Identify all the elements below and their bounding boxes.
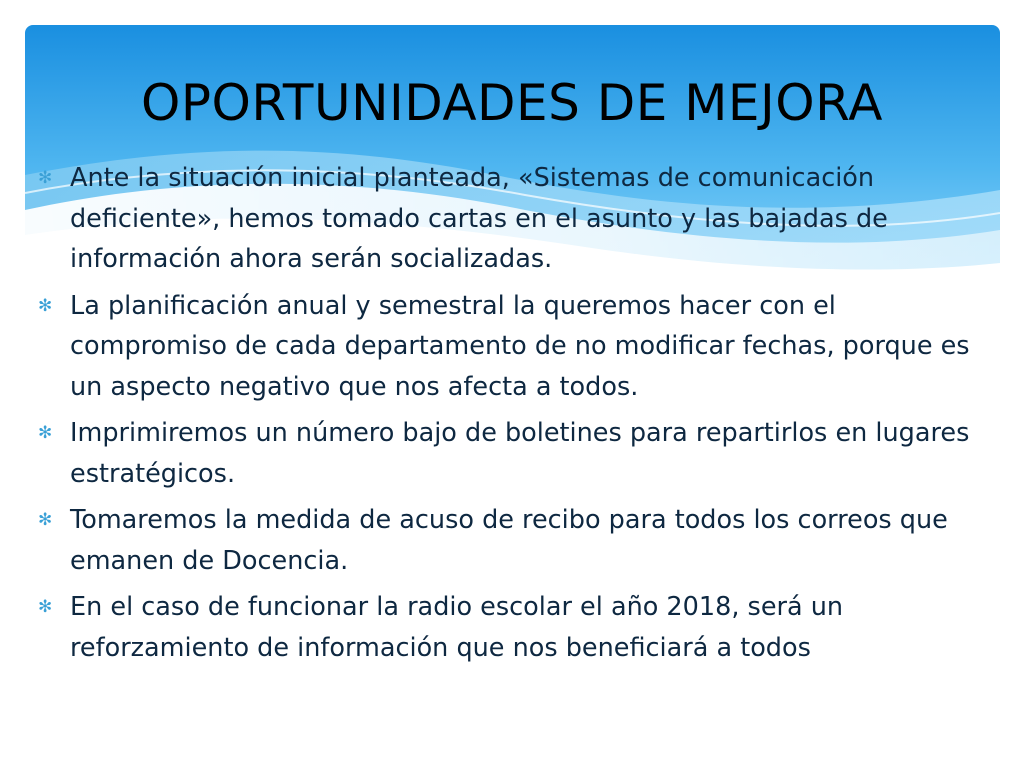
bullet-text: En el caso de funcionar la radio escolar el año 2018, será un reforzamiento de información que nos beneficiará a todos — [70, 592, 844, 663]
bullet-text: Ante la situación inicial planteada, «Sistemas de comunicación deficiente», hemos tomado cartas en el asunto y las bajadas de información ahora serán socializadas. — [70, 163, 888, 274]
asterisk-bullet-icon: ✻ — [38, 168, 53, 188]
asterisk-bullet-icon: ✻ — [38, 423, 53, 443]
bullet-item — [38, 500, 988, 581]
asterisk-bullet-icon: ✻ — [38, 597, 53, 617]
bullet-item — [38, 286, 988, 408]
bullet-item — [38, 158, 988, 280]
bullet-item — [38, 587, 988, 668]
asterisk-bullet-icon: ✻ — [38, 295, 53, 316]
bullet-list — [38, 158, 988, 674]
slide-title: OPORTUNIDADES DE MEJORA — [140, 74, 884, 132]
asterisk-bullet-icon: ✻ — [38, 510, 53, 530]
bullet-text: La planificación anual y semestral la queremos hacer con el compromiso de cada departamento de no modificar fechas, porque es un aspecto negativo que nos afecta a todos. — [70, 290, 970, 402]
bullet-item — [38, 413, 988, 494]
bullet-text: Tomaremos la medida de acuso de recibo para todos los correos que emanen de Docencia. — [70, 505, 948, 576]
bullet-text: Imprimiremos un número bajo de boletines para repartirlos en lugares estratégicos. — [70, 418, 970, 489]
